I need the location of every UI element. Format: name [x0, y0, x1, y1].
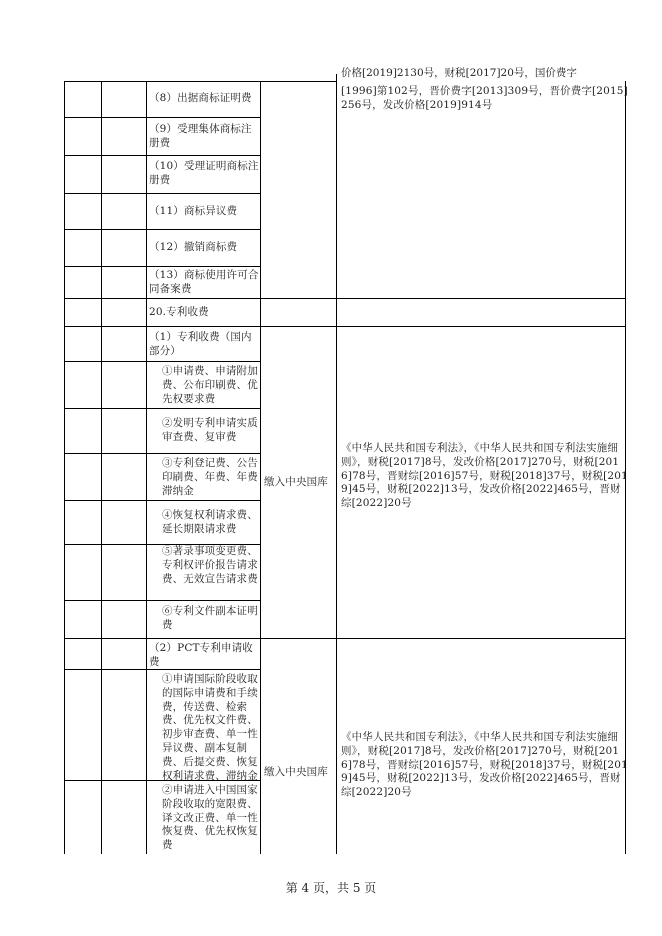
pct-title: （2）PCT专利申请收费: [149, 642, 253, 668]
row-line: [64, 229, 260, 230]
row-line: [64, 453, 260, 454]
domestic-item-3: ③专利登记费、公告印刷费、年费、年费滞纳金: [162, 457, 258, 497]
row-line: [64, 117, 260, 118]
domestic-basis: 《中华人民共和国专利法》，《中华人民共和国专利法实施细则》，财税[2017]8号，发改价格[2017]270号，财税[2016]78号，晋财综[2016]57号，财税[2018]37号，财税[2019]45号，财税[2022]13号，发改价格[2022]465号，晋财综[2022]20号: [341, 442, 628, 510]
tm-item-11: （11）商标异议费: [149, 205, 238, 217]
domestic-item-4: ④恢复权利请求费、延长期限请求费: [162, 509, 258, 535]
page-footer: 第 4 页，共 5 页: [285, 881, 377, 895]
pct-basis: 《中华人民共和国专利法》，《中华人民共和国专利法实施细则》，财税[2017]8号，发改价格[2017]270号，财税[2016]78号，晋财综[2016]57号，财税[2018]37号，财税[2019]45号，财税[2022]13号，发改价格[2022]465号，晋财综[2022]20号: [341, 731, 628, 799]
patent-header: 20.专利收费: [149, 306, 209, 318]
domestic-authority: 缴入中央国库: [264, 476, 328, 488]
domestic-item-6: ⑥专利文件副本证明费: [162, 605, 258, 631]
pct-item-2: ②申请进入中国国家阶段收取的宽限费、译文改正费、单一性恢复费、优先权恢复费: [162, 784, 258, 852]
row-line: [64, 638, 626, 639]
trademark-basis: [1996]第102号，晋价费字[2013]309号，晋价费字[2015]256号，发改价格[2019]914号: [341, 85, 628, 111]
col-line-4: [260, 81, 261, 854]
row-line-top: [64, 81, 336, 82]
row-line: [64, 155, 260, 156]
tm-item-13: （13）商标使用许可合同备案费: [149, 269, 259, 295]
tm-item-9: （9）受理集体商标注册费: [149, 123, 252, 149]
cut-text: 价格[2019]2130号，财税[2017]20号，国价费字: [341, 67, 577, 79]
tm-item-12: （12）撤销商标费: [149, 241, 238, 253]
domestic-title: （1）专利收费（国内部分）: [149, 331, 252, 357]
cut-text-line: [339, 67, 631, 81]
domestic-item-5: ⑤著录事项变更费、专利权评价报告请求费、无效宣告请求费: [162, 545, 258, 585]
col-line-2: [101, 81, 102, 854]
tm-item-10: （10）受理证明商标注册费: [149, 160, 259, 186]
col-line-5: [336, 74, 337, 854]
row-line: [64, 298, 626, 299]
pct-item-1: ①申请国际阶段收取的国际申请费和手续费，传送费、检索费、优先权文件费、初步审查费、单一性异议费、副本复制费、后提交费、恢复权利请求费、滞纳金: [162, 673, 258, 782]
col-line-3: [146, 81, 147, 854]
domestic-item-1: ①申请费、申请附加费、公布印刷费、优先权要求费: [162, 365, 258, 405]
row-line: [64, 361, 260, 362]
pct-authority: 缴入中央国库: [264, 766, 328, 778]
row-line: [64, 600, 260, 601]
domestic-item-2: ②发明专利申请实质审查费、复审费: [162, 417, 258, 443]
tm-item-8: （8）出据商标证明费: [149, 92, 252, 104]
row-line: [64, 500, 260, 501]
col-line-1: [64, 81, 65, 854]
row-line: [64, 266, 260, 267]
row-line: [64, 193, 260, 194]
row-line: [64, 408, 260, 409]
row-line: [64, 326, 626, 327]
